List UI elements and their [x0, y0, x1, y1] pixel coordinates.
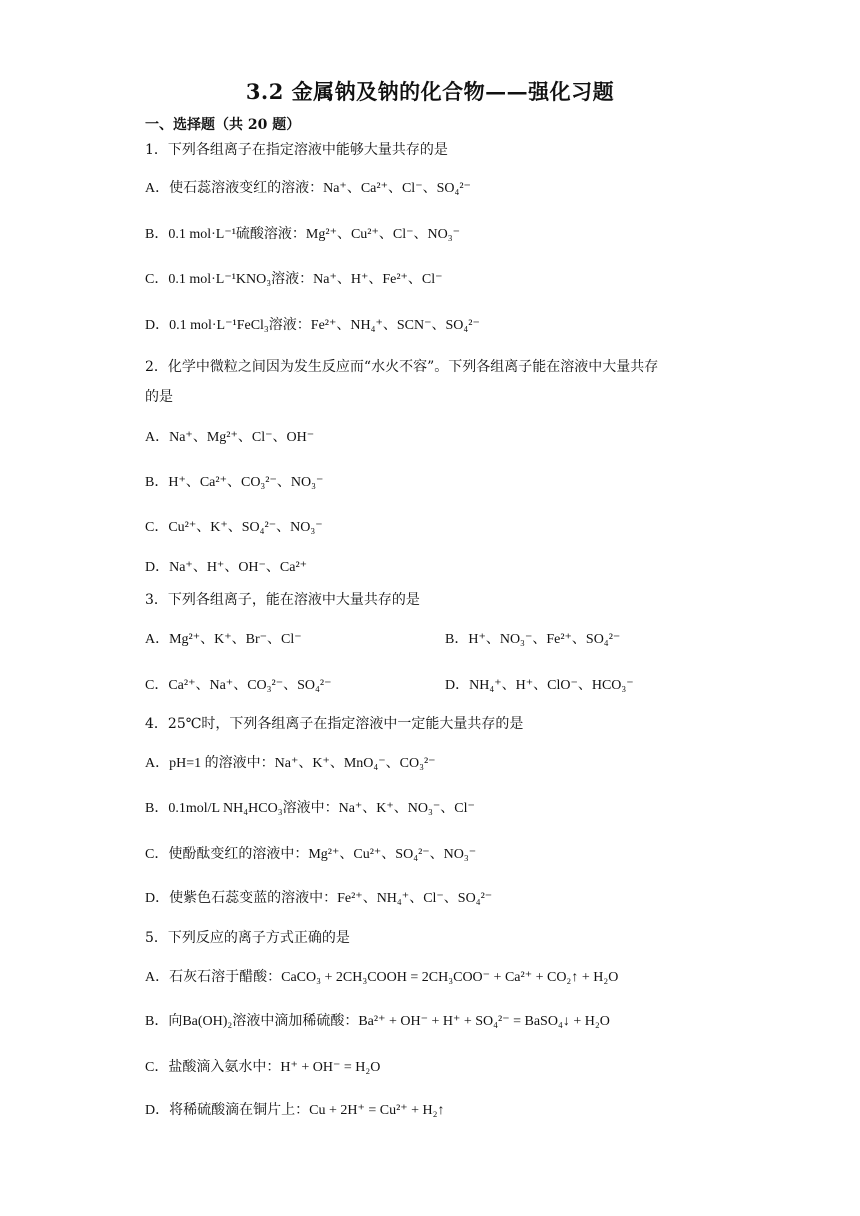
section-heading: 一、选择题（共 20 题）: [145, 117, 301, 133]
q5-option-c: C．盐酸滴入氨水中：H⁺ + OH⁻ = H₂O: [145, 1060, 381, 1075]
q1-option-d: D．0.1 mol·L⁻¹FeCl₃溶液：Fe²⁺、NH₄⁺、SCN⁻、SO₄²⁻: [145, 318, 480, 333]
q1-option-c: C．0.1 mol·L⁻¹KNO₃溶液：Na⁺、H⁺、Fe²⁺、Cl⁻: [145, 272, 443, 287]
q4-option-c: C．使酚酞变红的溶液中：Mg²⁺、Cu²⁺、SO₄²⁻、NO₃⁻: [145, 847, 477, 862]
q5-stem: 5．下列反应的离子方式正确的是: [145, 930, 350, 946]
q3-stem: 3．下列各组离子，能在溶液中大量共存的是: [145, 592, 420, 608]
q4-option-d: D．使紫色石蕊变蓝的溶液中：Fe²⁺、NH₄⁺、Cl⁻、SO₄²⁻: [145, 891, 493, 906]
q3-option-b: B．H⁺、NO₃⁻、Fe²⁺、SO₄²⁻: [445, 632, 621, 647]
q5-option-b: B．向Ba(OH)₂溶液中滴加稀硫酸：Ba²⁺ + OH⁻ + H⁺ + SO₄²⁻ = BaSO₄↓ + H₂O: [145, 1014, 610, 1029]
q3-option-c: C．Ca²⁺、Na⁺、CO₃²⁻、SO₄²⁻: [145, 678, 332, 693]
page-title: 3.2 金属钠及钠的化合物——强化习题: [245, 79, 615, 104]
q2-stem-line2: 的是: [145, 389, 173, 405]
q5-option-d: D．将稀硫酸滴在铜片上：Cu + 2H⁺ = Cu²⁺ + H₂↑: [145, 1103, 445, 1118]
q2-option-b: B．H⁺、Ca²⁺、CO₃²⁻、NO₃⁻: [145, 475, 324, 490]
q1-stem: 1．下列各组离子在指定溶液中能够大量共存的是: [145, 142, 448, 158]
q3-option-d: D．NH₄⁺、H⁺、ClO⁻、HCO₃⁻: [445, 678, 634, 693]
q4-option-a: A．pH=1 的溶液中：Na⁺、K⁺、MnO₄⁻、CO₃²⁻: [145, 756, 436, 771]
q4-stem: 4．25℃时，下列各组离子在指定溶液中一定能大量共存的是: [145, 716, 524, 732]
q2-option-d: D．Na⁺、H⁺、OH⁻、Ca²⁺: [145, 560, 308, 575]
q1-option-a: A．使石蕊溶液变红的溶液：Na⁺、Ca²⁺、Cl⁻、SO₄²⁻: [145, 181, 471, 196]
q2-option-a: A．Na⁺、Mg²⁺、Cl⁻、OH⁻: [145, 430, 315, 445]
q4-option-b: B．0.1mol/L NH₄HCO₃溶液中：Na⁺、K⁺、NO₃⁻、Cl⁻: [145, 801, 475, 816]
q2-stem-line1: 2．化学中微粒之间因为发生反应而“水火不容”。下列各组离子能在溶液中大量共存: [145, 359, 659, 375]
q3-option-a: A．Mg²⁺、K⁺、Br⁻、Cl⁻: [145, 632, 302, 647]
q2-option-c: C．Cu²⁺、K⁺、SO₄²⁻、NO₃⁻: [145, 520, 323, 535]
q1-option-b: B．0.1 mol·L⁻¹硫酸溶液：Mg²⁺、Cu²⁺、Cl⁻、NO₃⁻: [145, 227, 460, 242]
q5-option-a: A．石灰石溶于醋酸：CaCO₃ + 2CH₃COOH = 2CH₃COO⁻ + Ca²⁺ + CO₂↑ + H₂O: [145, 970, 619, 985]
